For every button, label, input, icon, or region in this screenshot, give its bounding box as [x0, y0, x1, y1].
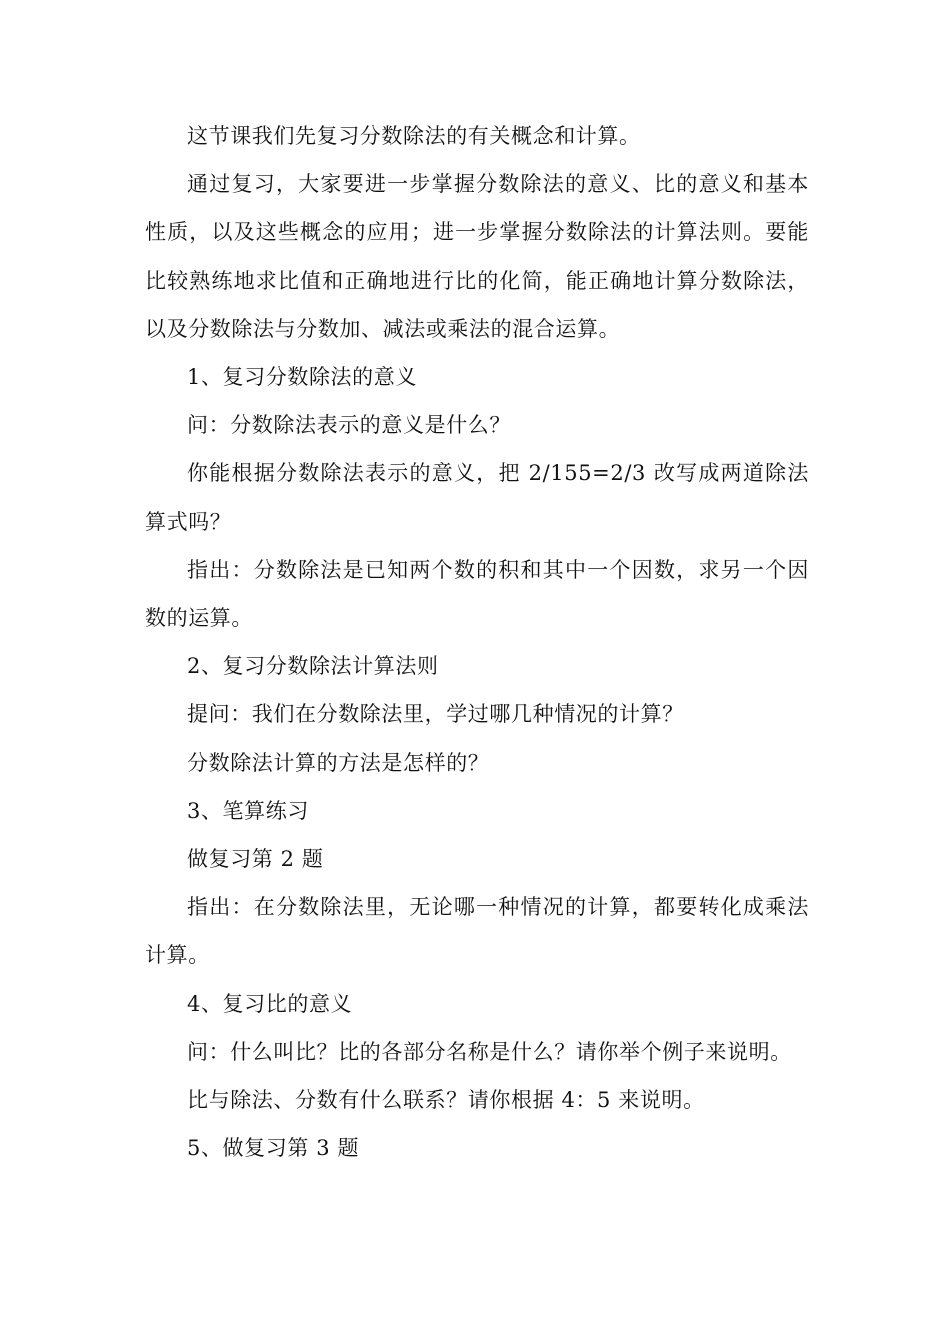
document-body — [145, 112, 809, 1172]
section-heading-3: 3、笔算练习 — [187, 798, 309, 823]
paragraph-question-meaning: 问：分数除法表示的意义是什么？ — [187, 413, 511, 438]
paragraph-exercise-2: 做复习第 2 题 — [187, 847, 324, 872]
paragraph-question-ratio: 问：什么叫比？比的各部分名称是什么？请你举个例子来说明。 — [187, 1039, 792, 1064]
section-heading-1: 1、复习分数除法的意义 — [187, 365, 417, 390]
paragraph-point-out-conversion: 指出：在分数除法里，无论哪一种情况的计算，都要转化成乘法计算。 — [145, 895, 809, 968]
paragraph-goals: 通过复习，大家要进一步掌握分数除法的意义、比的意义和基本性质，以及这些概念的应用；进一步掌握分数除法的计算法则。要能比较熟练地求比值和正确地进行比的化简，能正确地计算分数除法，以及分数除法与分数加、减法或乘法的混合运算。 — [145, 172, 809, 341]
paragraph-question-cases: 提问：我们在分数除法里，学过哪几种情况的计算？ — [187, 702, 684, 727]
section-heading-5: 5、做复习第 3 题 — [187, 1136, 360, 1161]
paragraph-question-relation: 比与除法、分数有什么联系？请你根据 4：5 来说明。 — [187, 1088, 705, 1113]
section-heading-4: 4、复习比的意义 — [187, 991, 353, 1016]
section-heading-2: 2、复习分数除法计算法则 — [187, 654, 439, 679]
paragraph-intro: 这节课我们先复习分数除法的有关概念和计算。 — [187, 124, 641, 148]
paragraph-point-out-definition: 指出：分数除法是已知两个数的积和其中一个因数，求另一个因数的运算。 — [145, 557, 809, 631]
paragraph-rewrite-task: 你能根据分数除法表示的意义，把 2/155=2/3 改写成两道除法算式吗？ — [145, 461, 809, 534]
paragraph-question-method: 分数除法计算的方法是怎样的？ — [187, 750, 490, 775]
